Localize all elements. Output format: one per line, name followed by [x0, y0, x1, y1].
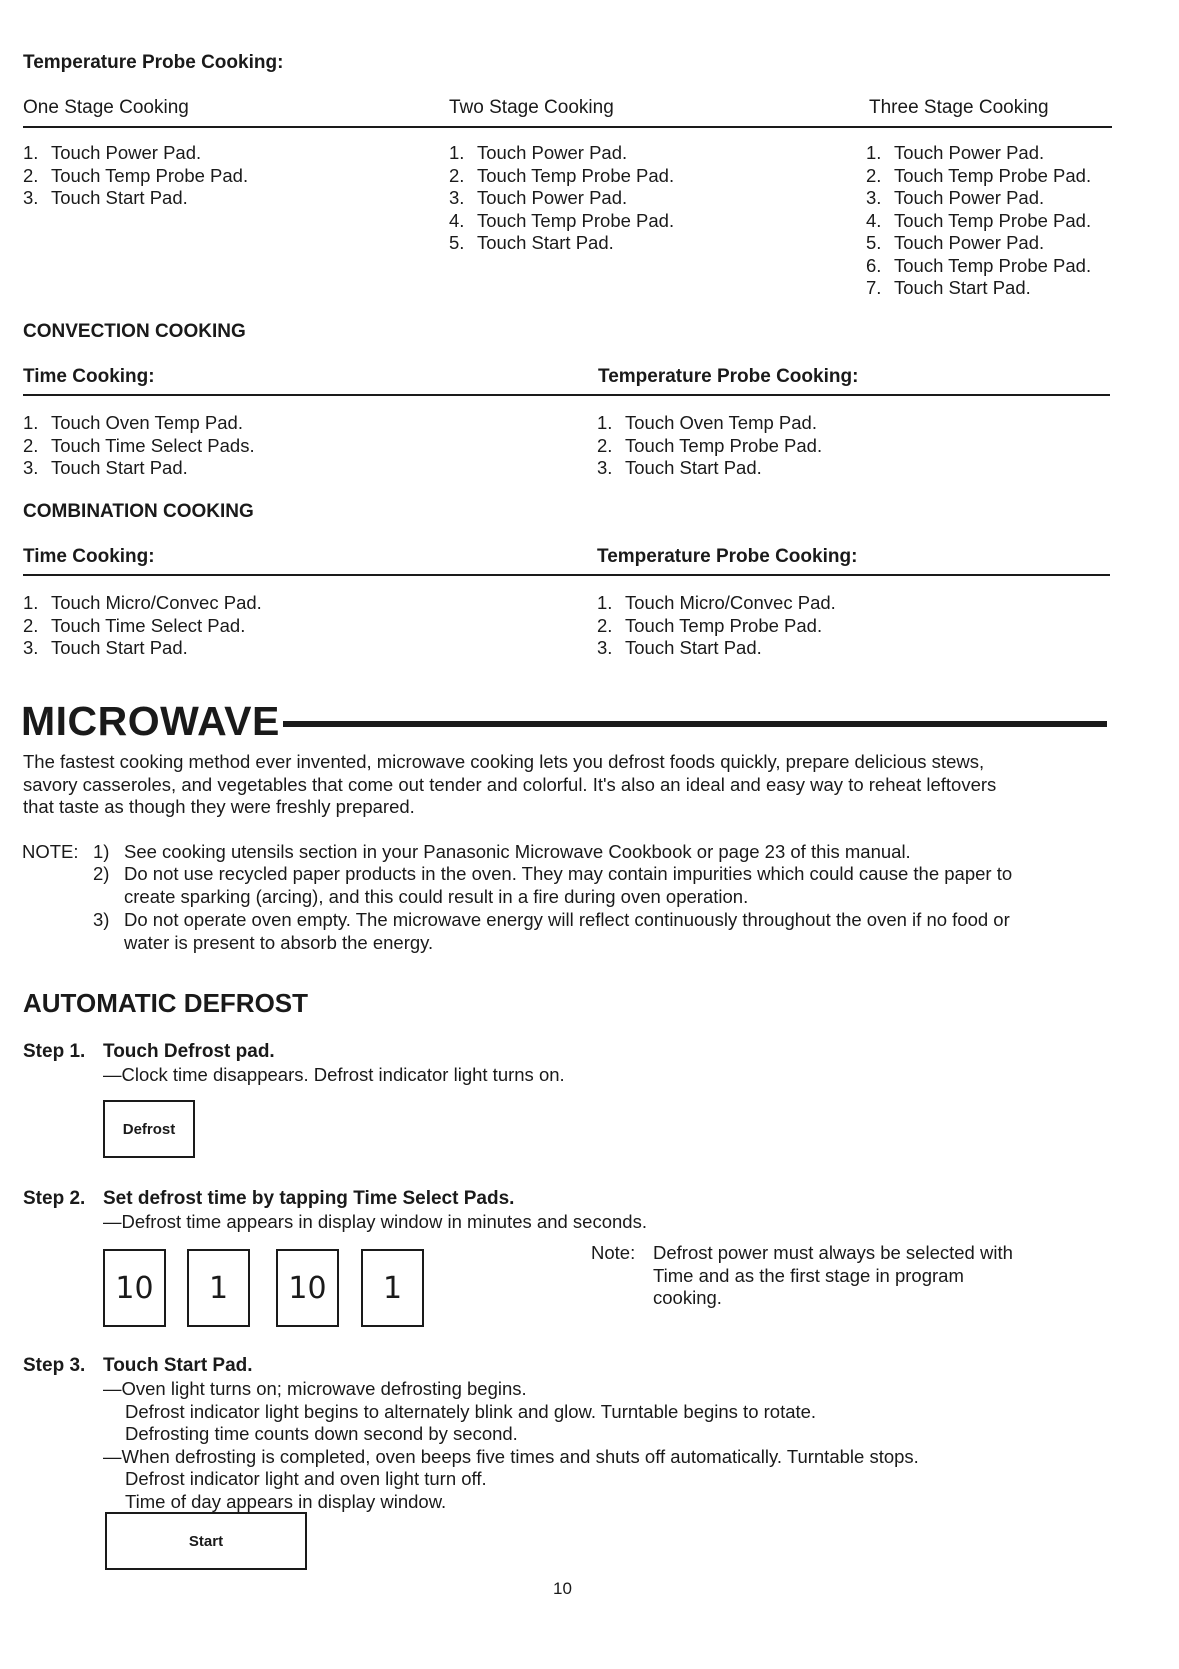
pad-label: 10: [115, 1270, 154, 1306]
three-stage-steps: [866, 142, 1091, 300]
list-item: 2. Touch Time Select Pads.: [23, 434, 255, 456]
divider: [23, 394, 1110, 396]
note-text: Do not operate oven empty. The microwave energy will reflect continuously throughout the oven if no food or water is present to absorb the energy.: [124, 909, 1010, 953]
automatic-defrost-heading: AUTOMATIC DEFROST: [23, 988, 309, 1018]
two-stage-steps: [449, 142, 674, 255]
time-select-pad-10-min[interactable]: [103, 1249, 166, 1327]
list-item: 1. Touch Oven Temp Pad.: [597, 412, 817, 433]
pad-label: 10: [288, 1270, 327, 1306]
step1-label: Step 1.: [23, 1041, 86, 1062]
three-stage-title: Three Stage Cooking: [869, 97, 1049, 118]
defrost-pad[interactable]: [103, 1100, 195, 1158]
one-stage-title: One Stage Cooking: [23, 97, 189, 118]
list-item: 4. Touch Temp Probe Pad.: [866, 209, 1092, 231]
combination-probe-steps: [597, 592, 836, 660]
list-item: 2. Touch Time Select Pad.: [23, 614, 246, 636]
list-item: 3. Touch Start Pad.: [597, 637, 762, 658]
probe-cooking-heading: Temperature Probe Cooking:: [23, 52, 284, 73]
step2-desc: —Defrost time appears in display window in minutes and seconds.: [103, 1211, 647, 1232]
list-item: 1. Touch Power Pad.: [23, 142, 202, 163]
step2-label: Step 2.: [23, 1188, 86, 1209]
one-stage-steps: [23, 142, 248, 210]
time-select-pad-1-sec[interactable]: [361, 1249, 424, 1327]
convection-time-steps: [23, 412, 255, 480]
combination-time-steps: [23, 592, 262, 660]
combination-heading: COMBINATION COOKING: [23, 501, 254, 522]
step2-note: Defrost power must always be selected with Time and as the first stage in program cooking.: [653, 1242, 1013, 1308]
step1-title: Touch Defrost pad.: [103, 1041, 275, 1062]
note-number: 2): [93, 863, 110, 884]
time-select-pad-10-sec[interactable]: [276, 1249, 339, 1327]
step2-note-label: Note:: [591, 1242, 636, 1263]
list-item: 1. Touch Micro/Convec Pad.: [597, 592, 836, 613]
step1-desc: —Clock time disappears. Defrost indicator light turns on.: [103, 1064, 565, 1085]
start-pad-label: Start: [188, 1532, 224, 1550]
title-rule: [283, 721, 1107, 727]
note-number: 1): [93, 841, 110, 862]
list-item: 3. Touch Start Pad.: [597, 457, 762, 478]
list-item: 1. Touch Power Pad.: [866, 142, 1045, 163]
divider: [23, 126, 1112, 128]
convection-probe-title: Temperature Probe Cooking:: [598, 366, 859, 387]
divider: [23, 574, 1110, 576]
step3-label: Step 3.: [23, 1355, 86, 1376]
list-item: 3. Touch Power Pad.: [449, 187, 628, 208]
time-select-pad-1-min[interactable]: [187, 1249, 250, 1327]
list-item: 4. Touch Temp Probe Pad.: [449, 209, 675, 231]
note-label: NOTE:: [22, 841, 79, 862]
list-item: 1. Touch Power Pad.: [449, 142, 628, 163]
list-item: 2. Touch Temp Probe Pad.: [866, 164, 1092, 186]
list-item: 5. Touch Power Pad.: [866, 232, 1045, 253]
pad-label: 1: [208, 1270, 229, 1306]
list-item: 1. Touch Micro/Convec Pad.: [23, 592, 262, 613]
list-item: 3. Touch Power Pad.: [866, 187, 1045, 208]
note-text: Do not use recycled paper products in the oven. They may contain impurities which could cause the paper to create sparking (arcing), and this could result in a fire during oven operation.: [124, 863, 1013, 907]
convection-probe-steps: [597, 412, 822, 480]
list-item: 3. Touch Start Pad.: [23, 187, 188, 208]
list-item: 7. Touch Start Pad.: [866, 277, 1031, 298]
note-number: 3): [93, 909, 110, 930]
list-item: 2. Touch Temp Probe Pad.: [449, 164, 675, 186]
list-item: 1. Touch Oven Temp Pad.: [23, 412, 243, 433]
step2-title: Set defrost time by tapping Time Select Pads.: [103, 1188, 515, 1209]
list-item: 2. Touch Temp Probe Pad.: [23, 164, 249, 186]
combination-time-title: Time Cooking:: [23, 546, 155, 567]
step3-title: Touch Start Pad.: [103, 1355, 253, 1376]
list-item: 3. Touch Start Pad.: [23, 457, 188, 478]
list-item: 2. Touch Temp Probe Pad.: [597, 614, 823, 636]
note-text: See cooking utensils section in your Panasonic Microwave Cookbook or page 23 of this manual.: [124, 841, 911, 862]
page-number: 10: [553, 1579, 572, 1598]
step3-desc: —Oven light turns on; microwave defrosting begins. Defrost indicator light begins to alternately blink and glow. Turntable begins to rotate. Defrosting time counts down second by second. —When defrosting is completed, oven beeps five times and shuts off automatically. Turntable stops. Defrost indicator light and oven light turn off. Time of day appears in display window.: [103, 1378, 919, 1512]
pad-label: 1: [382, 1270, 403, 1306]
convection-time-title: Time Cooking:: [23, 366, 155, 387]
microwave-title: MICROWAVE: [21, 698, 280, 744]
list-item: 5. Touch Start Pad.: [449, 232, 614, 253]
list-item: 2. Touch Temp Probe Pad.: [597, 434, 823, 456]
defrost-pad-label: Defrost: [122, 1120, 176, 1138]
microwave-intro: The fastest cooking method ever invented, microwave cooking lets you defrost foods quickly, prepare delicious stews, savory casseroles, and vegetables that come out tender and colorful. It's also an ideal and easy way to reheat leftovers that taste as though they were freshly prepared.: [23, 751, 997, 817]
list-item: 3. Touch Start Pad.: [23, 637, 188, 658]
start-pad[interactable]: [105, 1512, 307, 1570]
list-item: 6. Touch Temp Probe Pad.: [866, 254, 1092, 276]
convection-heading: CONVECTION COOKING: [23, 321, 246, 342]
combination-probe-title: Temperature Probe Cooking:: [597, 546, 858, 567]
two-stage-title: Two Stage Cooking: [449, 97, 614, 118]
